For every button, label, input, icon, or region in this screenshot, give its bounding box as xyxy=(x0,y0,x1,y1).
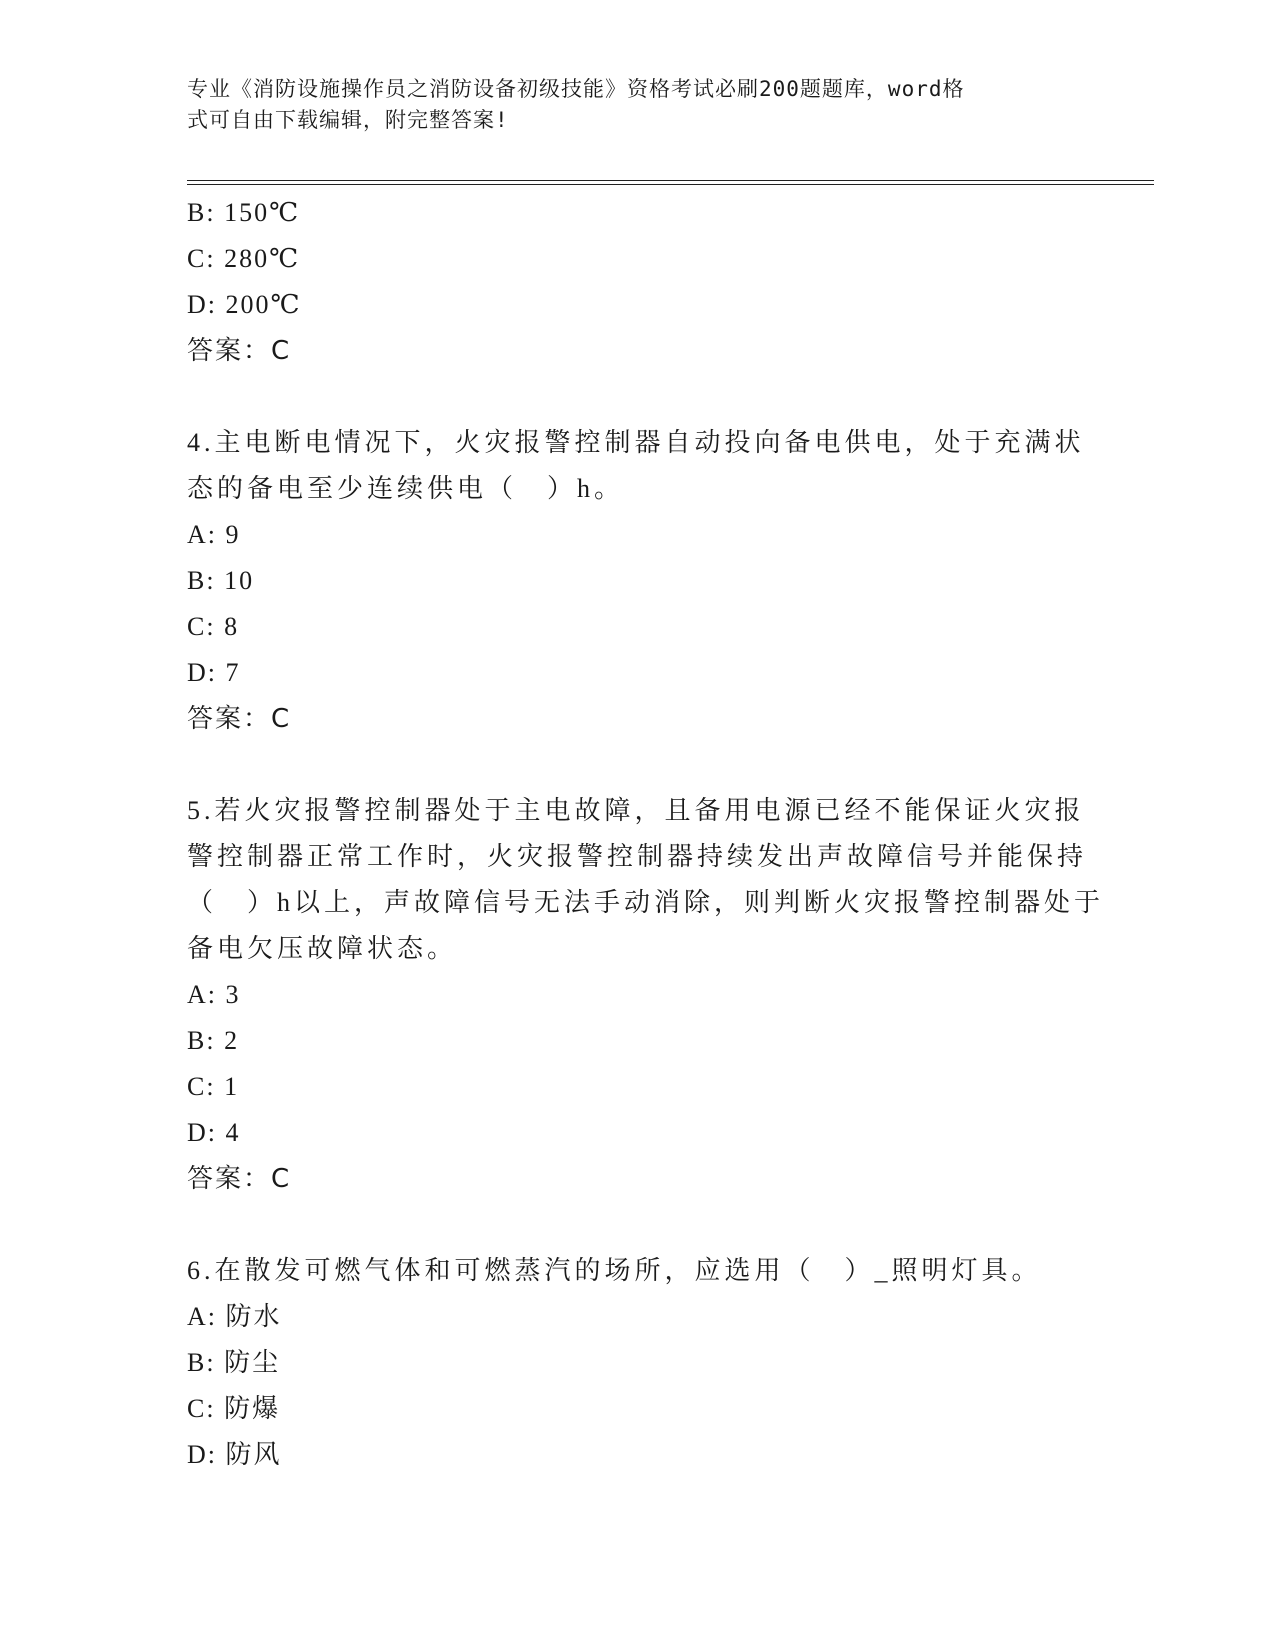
header-divider-top xyxy=(187,180,1154,181)
question-text-line: 5.若火灾报警控制器处于主电故障，且备用电源已经不能保证火灾报 xyxy=(187,796,1085,825)
option-d: D: 防风 xyxy=(187,1440,282,1469)
option-d: D: 7 xyxy=(187,658,241,687)
header-line-2: 式可自由下载编辑，附完整答案! xyxy=(187,108,509,132)
header-line-1: 专业《消防设施操作员之消防设备初级技能》资格考试必刷200题题库，word格 xyxy=(187,77,965,101)
option-a: A: 3 xyxy=(187,980,241,1009)
option-c: C: 防爆 xyxy=(187,1394,281,1423)
question-text xyxy=(187,420,1087,512)
spacer xyxy=(187,1202,1087,1248)
option-c: C: 1 xyxy=(187,1072,240,1101)
option-d: D: 200℃ xyxy=(187,290,302,319)
option-a: A: 9 xyxy=(187,520,241,549)
question-text-line: 警控制器正常工作时，火灾报警控制器持续发出声故障信号并能保持 xyxy=(187,842,1088,871)
answer: 答案：C xyxy=(187,336,292,366)
question-list xyxy=(187,190,1105,1478)
header-divider-bottom xyxy=(187,184,1154,185)
question-text xyxy=(187,788,1105,972)
option-a: A: 防水 xyxy=(187,1302,282,1331)
question-text-line: 备电欠压故障状态。 xyxy=(187,934,458,963)
spacer xyxy=(187,374,1087,420)
option-b: B: 10 xyxy=(187,566,255,595)
question-text-line: 4.主电断电情况下，火灾报警控制器自动投向备电供电，处于充满状 xyxy=(187,428,1085,457)
question-text xyxy=(187,1248,1087,1294)
question-5 xyxy=(187,788,1105,1202)
question-3 xyxy=(187,190,1087,374)
question-text-line: 态的备电至少连续供电（ ）h。 xyxy=(187,474,625,503)
option-c: C: 280℃ xyxy=(187,244,301,273)
option-c: C: 8 xyxy=(187,612,240,641)
question-text-line: 6.在散发可燃气体和可燃蒸汽的场所，应选用（ ）_照明灯具。 xyxy=(187,1256,1042,1285)
option-b: B: 防尘 xyxy=(187,1348,281,1377)
option-b: B: 150℃ xyxy=(187,198,301,227)
answer: 答案：C xyxy=(187,704,292,734)
option-d: D: 4 xyxy=(187,1118,241,1147)
question-4 xyxy=(187,420,1087,742)
spacer xyxy=(187,742,1087,788)
question-text-line: （ ）h以上，声故障信号无法手动消除，则判断火灾报警控制器处于 xyxy=(187,888,1105,917)
answer: 答案：C xyxy=(187,1164,292,1194)
document-header xyxy=(187,74,1087,136)
question-6 xyxy=(187,1248,1087,1478)
option-b: B: 2 xyxy=(187,1026,240,1055)
